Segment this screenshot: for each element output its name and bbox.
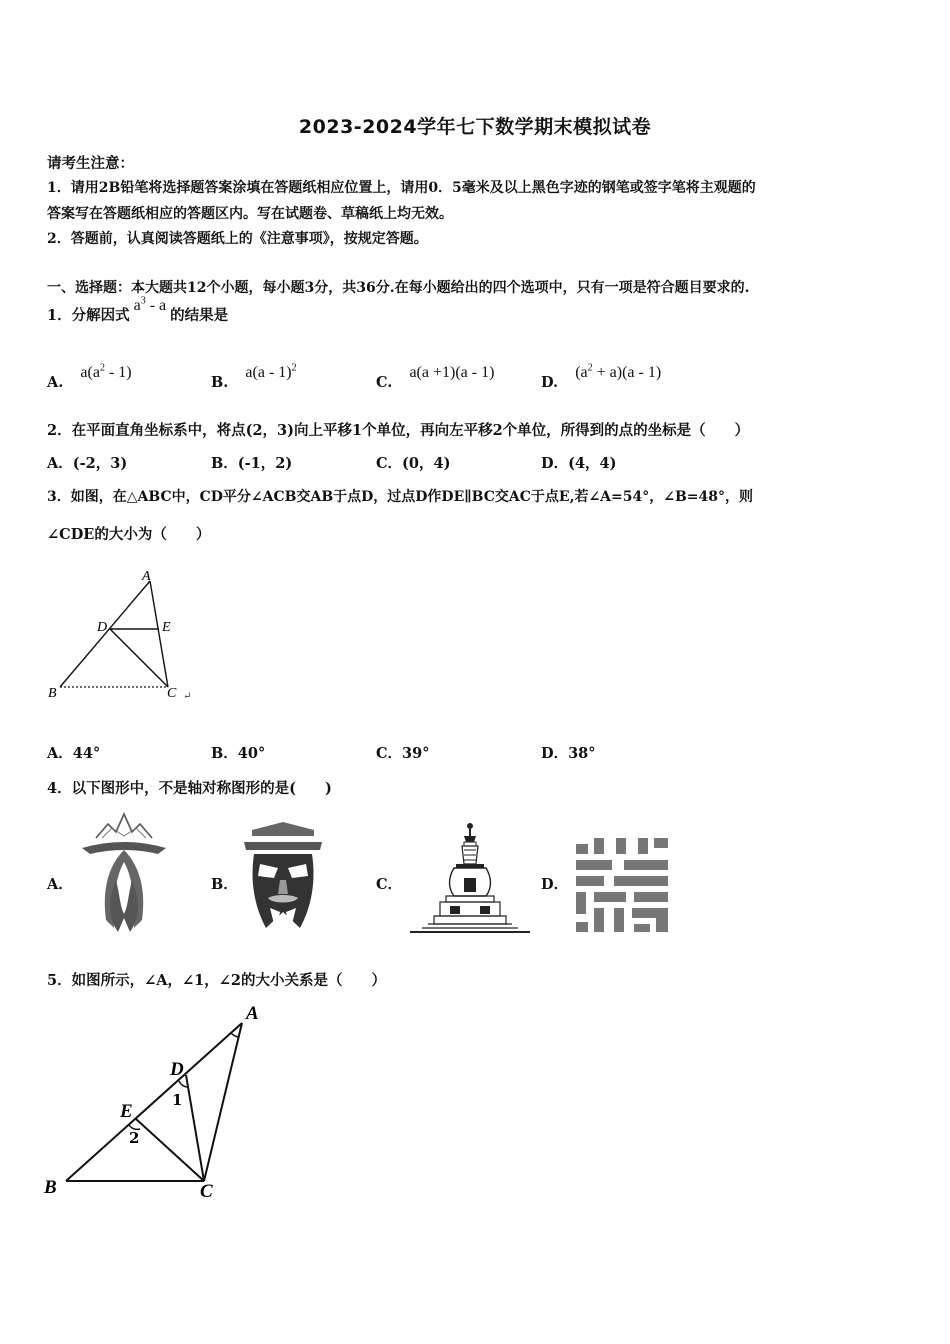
q2-option-b <box>211 452 292 473</box>
label-c: C <box>167 686 177 701</box>
section-heading: 一、选择题：本大题共12个小题，每小题3分，共36分.在每小题给出的四个选项中，只有一项是符合题目要求的. <box>47 280 750 296</box>
q2-option-value: (-1，2) <box>237 455 293 472</box>
q4-option-c-letter: C． <box>376 876 403 893</box>
side-ab <box>66 1023 242 1181</box>
q1-option-value <box>409 364 494 381</box>
q1-a-post: - 1) <box>104 364 132 381</box>
notice-line-1: 1．请用2B铅笔将选择题答案涂填在答题纸相应位置上，请用0．5毫米及以上黑色字迹的钢笔或签字笔将主观题的 <box>47 180 756 196</box>
q1-b-pre: a(a - 1) <box>245 364 292 381</box>
label-d: D <box>170 1059 184 1080</box>
q3-option-value: 39° <box>402 745 430 762</box>
q3-option-value: 44° <box>72 745 101 762</box>
q1-expression <box>134 297 167 314</box>
q1-a-sup: 2 <box>99 362 105 374</box>
q1-suffix: 的结果是 <box>170 307 229 324</box>
question-3-line-2: ∠CDE的大小为（ ） <box>47 526 211 543</box>
q1-b-sup: 2 <box>291 362 297 374</box>
q1-option-c <box>376 362 495 391</box>
q2-option-letter: D． <box>541 455 569 472</box>
q1-c-pre: a(a +1)(a - 1) <box>409 364 495 381</box>
q2-option-letter: C． <box>376 455 403 472</box>
q3-option-b <box>211 742 265 763</box>
q1-option-letter: A. <box>47 374 64 391</box>
q3-option-c <box>376 742 429 763</box>
notice-line-1b: 答案写在答题纸相应的答题区内。写在试题卷、草稿纸上均无效。 <box>47 206 453 222</box>
return-mark-icon: ↵ <box>183 691 192 702</box>
label-b: B <box>44 1177 57 1198</box>
q3-option-letter: B． <box>211 745 238 762</box>
q2-option-value: (-2，3) <box>72 455 128 472</box>
segment-ce <box>136 1119 204 1181</box>
question-2: 2．在平面直角坐标系中，将点(2，3)向上平移1个单位，再向左平移2个单位，所得到的点的坐标是（ ） <box>47 422 750 439</box>
q1-option-letter: C. <box>376 374 393 391</box>
q3-option-letter: A． <box>47 745 73 762</box>
label-e: E <box>120 1101 133 1122</box>
q4-option-b-letter: B． <box>211 876 238 893</box>
q1-option-b <box>211 362 297 391</box>
q3-option-value: 38° <box>568 745 596 762</box>
q2-option-d <box>541 452 616 473</box>
label-c: C <box>200 1181 213 1202</box>
angle-a-arc <box>231 1033 239 1037</box>
q4-figure-d-geometric-pattern <box>574 836 670 934</box>
q4-figure-c-pagoda <box>408 820 532 938</box>
q1-option-value <box>245 364 296 381</box>
q1-option-value <box>80 364 131 381</box>
q1-d-post: + a)(a - 1) <box>592 364 662 381</box>
q4-option-a-letter: A． <box>47 876 73 893</box>
q4-figure-a-bird-emblem <box>78 810 170 935</box>
segment-cd <box>186 1075 204 1181</box>
label-e: E <box>162 620 171 635</box>
q1-expr-base: a <box>133 297 141 314</box>
question-5: 5．如图所示，∠A，∠1，∠2的大小关系是（ ） <box>47 972 386 989</box>
page-title: 2023-2024学年七下数学期末模拟试卷 <box>298 116 652 138</box>
q3-option-d <box>541 742 596 763</box>
label-angle-1: 1 <box>172 1091 183 1109</box>
q3-option-letter: D． <box>541 745 569 762</box>
question-4: 4．以下图形中，不是轴对称图形的是( ) <box>47 780 332 797</box>
q2-option-letter: A． <box>47 455 73 472</box>
q1-option-a <box>47 362 132 391</box>
q1-expr-rest: - a <box>145 297 167 314</box>
q3-triangle-figure <box>40 565 210 710</box>
q1-d-sup: 2 <box>587 362 593 374</box>
q1-option-letter: B. <box>211 374 229 391</box>
q1-option-d <box>541 362 662 391</box>
side-ac <box>204 1023 242 1181</box>
notice-line-2: 2．答题前，认真阅读答题纸上的《注意事项》，按规定答题。 <box>47 231 428 247</box>
q3-option-value: 40° <box>237 745 266 762</box>
question-1 <box>47 295 229 325</box>
q2-option-c <box>376 452 450 473</box>
q1-expr-exp: 3 <box>140 295 146 307</box>
q5-triangle-figure <box>40 995 280 1205</box>
label-angle-2: 2 <box>129 1129 140 1147</box>
label-a: A <box>142 569 151 584</box>
q1-a-pre: a(a <box>80 364 100 381</box>
q1-prefix: 1．分解因式 <box>47 307 130 324</box>
question-3-line-1: 3．如图，在△ABC中，CD平分∠ACB交AB于点D，过点D作DE∥BC交AC于点E,若∠A=54°，∠B=48°，则 <box>47 489 754 505</box>
q2-option-a <box>47 452 127 473</box>
label-b: B <box>48 686 57 701</box>
q1-d-pre: (a <box>575 364 588 381</box>
q4-option-d-letter: D． <box>541 876 569 893</box>
q2-option-value: (0，4) <box>402 455 451 472</box>
q3-option-a <box>47 742 100 763</box>
q2-option-value: (4，4) <box>568 455 617 472</box>
label-d: D <box>97 620 108 635</box>
notice-heading: 请考生注意： <box>47 155 134 172</box>
label-a: A <box>246 1003 259 1024</box>
q3-option-letter: C． <box>376 745 403 762</box>
q4-figure-b-opera-mask <box>242 820 324 935</box>
q2-option-letter: B． <box>211 455 238 472</box>
q1-option-letter: D. <box>541 374 559 391</box>
q1-option-value <box>575 364 661 381</box>
